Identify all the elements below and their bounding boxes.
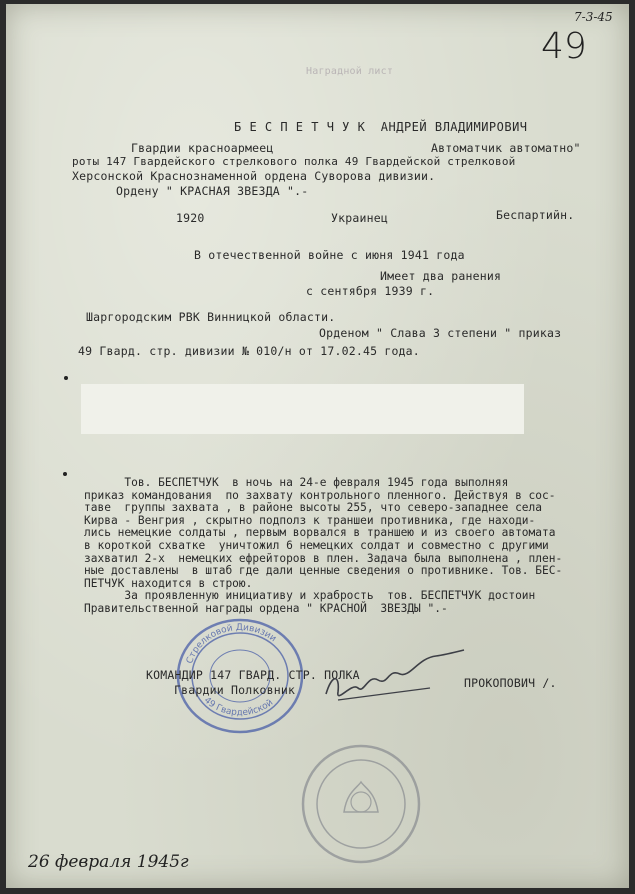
narrative-line: в короткой схватке уничтожил 6 немецких солдат и совместно с другими — [84, 538, 549, 552]
document-sheet — [6, 4, 629, 888]
wounds: Имеет два ранения — [380, 269, 502, 283]
handwritten-date: 26 февраля 1945г — [28, 852, 189, 872]
war-service-since: В отечественной войне с июня 1941 года — [194, 248, 465, 262]
narrative-line: ные доставлены в штаб где дали ценные сведения о противнике. Тов. БЕС- — [84, 564, 563, 578]
round-stamp — [299, 742, 424, 867]
draft-office: Шаргородским РВК Винницкой области. — [86, 310, 336, 324]
position-line-1: Автоматчик автоматно" — [431, 141, 581, 155]
commander-signature — [318, 644, 468, 714]
narrative-line: За проявленную инициативу и храбрость тов. БЕСПЕТЧУК достоин — [84, 589, 536, 603]
nationality: Украинец — [331, 211, 388, 225]
award-recommended: Ордену " КРАСНАЯ ЗВЕЗДА ".- — [116, 184, 309, 198]
rank: Гвардии красноармеец — [131, 141, 274, 155]
punch-mark — [63, 472, 67, 476]
commander-surname: ПРОКОПОВИЧ /. — [464, 676, 557, 690]
party-affiliation: Беспартийн. — [496, 208, 575, 222]
punch-mark — [64, 376, 68, 380]
commander-rank: Гвардии Полковник — [174, 683, 296, 697]
narrative-line: Кирва - Венгрия , скрытно подполз к траншеи противника, где находи- — [84, 513, 536, 527]
narrative-line: Правительственной награды ордена " КРАСНОЙ ЗВЕЗДЫ ".- — [84, 601, 448, 615]
seal-text-bottom: 49 Гвардейской — [201, 695, 276, 719]
birth-year: 1920 — [176, 211, 205, 225]
svg-text:49 Гвардейской — [202, 696, 275, 719]
faint-header: Наградной лист — [306, 66, 394, 77]
narrative-text — [84, 477, 614, 616]
seal-text-top: Стрелковой Дивизии — [185, 622, 278, 666]
commander-title: КОМАНДИР 147 ГВАРД. СТР. ПОЛКА — [146, 668, 360, 682]
page-number-annotation: 49 — [541, 26, 587, 67]
narrative-line: захватил 2-х немецких ефрейторов в плен. Задача была выполнена , плен- — [84, 551, 563, 565]
narrative-line: Тов. БЕСПЕТЧУК в ночь на 24-е февраля 1945 года выполняя — [84, 476, 509, 489]
corner-date-annotation: 7-3-45 — [574, 10, 613, 24]
previous-award-line-1: Орденом " Слава 3 степени " приказ — [319, 326, 562, 340]
narrative-line: таве группы захвата , в районе высоты 255, что северо-западнее села — [84, 501, 543, 515]
narrative-line: приказ командования по захвату контрольного пленного. Действуя в сос- — [84, 488, 556, 502]
narrative-line: лись немецкие солдаты , первым ворвался в траншею и из своего автомата — [84, 526, 556, 540]
position-line-3: Херсонской Краснознаменной ордена Суворова дивизии. — [72, 169, 436, 183]
army-service-since: с сентября 1939 г. — [306, 284, 435, 298]
svg-text:Стрелковой Дивизии — [185, 623, 278, 665]
full-name: Б Е С П Е Т Ч У К АНДРЕЙ ВЛАДИМИРОВИЧ — [234, 120, 528, 134]
redacted-area — [81, 384, 524, 434]
previous-award-line-2: 49 Гвард. стр. дивизии № 010/н от 17.02.45 года. — [78, 344, 420, 358]
position-line-2: роты 147 Гвардейского стрелкового полка 49 Гвардейской стрелковой — [72, 155, 516, 168]
narrative-line: ПЕТЧУК находится в строю. — [84, 576, 253, 590]
